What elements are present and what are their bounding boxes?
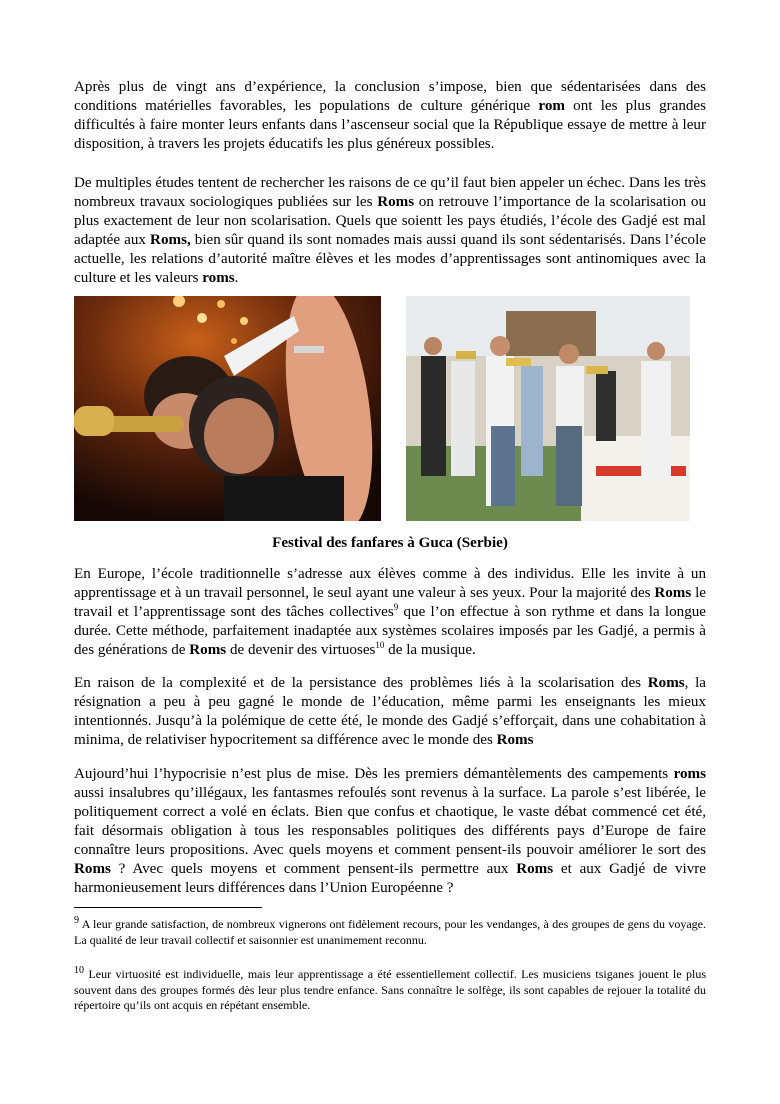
text-run: ? Avec quels moyens et comment pensent-ils permettre aux (110, 861, 517, 877)
paragraph-1 (74, 78, 706, 154)
text-run: , la résignation a peu à peu gagné le monde de l’éducation, même parmi les enseignants les mieux intentionnés. Jusqu’à la polémique de cette été, le monde des Gadjé s’efforçait, dans une cohabitation à minima, de relativiser hypocritement sa différence avec le monde des (74, 675, 707, 748)
bold-term: Roms (189, 642, 227, 658)
bold-term: Roms (516, 861, 554, 877)
footnote-9 (74, 917, 706, 948)
text-run: Après plus de vingt ans d’expérience, la conclusion s’impose, bien que sédentarisées dans des conditions matérielles favorables, les populations de culture générique (74, 79, 706, 114)
paragraph-5 (74, 765, 706, 898)
footnote-separator (74, 907, 262, 908)
text-run: on retrouve l’importance de la scolarisation ou plus exactement de leur non scolarisation. Quels que soientt les pays étudiés, l’école des Gadjé est mal adaptée aux (74, 194, 706, 248)
text-run: De multiples études tentent de rechercher les raisons de ce qu’il faut bien appeler un échec. Dans les très nombreux travaux sociologiques publiées sur les (74, 175, 706, 210)
bold-term: Roms (74, 861, 111, 877)
text-run: En Europe, l’école traditionnelle s’adresse aux élèves comme à des individus. Elle les invite à un apprentissage et à un travail personnel, le seul ayant une valeur à ses yeux. Pour la majorité des (74, 566, 706, 601)
text-run: de devenir des virtuoses (226, 642, 376, 658)
text-run: En raison de la complexité et de la persistance des problèmes liés à la scolarisation des (74, 675, 648, 691)
photo-brass-band (406, 296, 690, 521)
footnote-10-text: Leur virtuosité est individuelle, mais leur apprentissage a été essentiellement collectif. Les musiciens tsiganes jouent le plus souvent dans des groupes formés dès leur plus tendre enfance. Sans connaître le solfège, ils sont capables de rejouer la totalité du répertoire qu’ils ont acquis en répétant ensemble. (74, 967, 706, 1012)
footnote-ref: 10 (375, 639, 385, 650)
footnote-9-text: A leur grande satisfaction, de nombreux vignerons ont fidèlement recours, pour les vendanges, à des groupes de gens du voyage. La qualité de leur travail collectif et saisonnier est unanimement reconnu. (74, 917, 706, 947)
text-run: que l’on effectue à son rythme et dans la longue durée. Cette méthode, parfaitement inadaptée aux systèmes scolaires imposés par les Gadjé, a permis à des générations de (74, 604, 706, 658)
text-run: Aujourd’hui l’hypocrisie n’est plus de mise. Dès les premiers démantèlements des campements (74, 766, 674, 782)
paragraph-2 (74, 174, 706, 288)
bold-term: Roms (654, 585, 692, 601)
paragraph-4 (74, 674, 706, 750)
bold-term: rom (538, 98, 565, 114)
footnote-9-number: 9 (74, 915, 79, 926)
footnote-10-number: 10 (74, 965, 84, 976)
text-run: aussi insalubres qu’illégaux, les fantasmes refoulés sont revenus à la surface. La parole s’est libérée, le politiquement correct a volé en éclats. Bien que confus et chaotique, le vaste débat commencé cet été, fait désormais obligation à tous les responsables politiques des différents pays d’Europe de faire connaître leurs propositions. Avec quels moyens et comment pensent-ils pouvoir améliorer le sort des (74, 785, 706, 858)
text-run: de la musique. (384, 642, 476, 658)
bold-term: Roms, (150, 232, 191, 248)
bold-term: Roms (647, 675, 685, 691)
text-run: bien sûr quand ils sont nomades mais aussi quand ils sont sédentarisés. Dans l’école actuelle, les relations d’autorité maître élèves et les modes d’apprentissages sont antinomiques avec la culture et les valeurs (74, 232, 706, 286)
text-run: et aux Gadjé de vivre harmonieusement leurs différences dans l’Union Européenne ? (74, 861, 706, 896)
paragraph-3 (74, 565, 706, 660)
footnote-10 (74, 967, 706, 1014)
bold-term: Roms (377, 194, 415, 210)
text-run: le travail et l’apprentissage sont des tâches collectives (74, 585, 706, 620)
text-run: . (234, 270, 239, 286)
bold-term: roms (673, 766, 706, 782)
bold-term: Roms (496, 732, 534, 748)
photo-trumpeter (74, 296, 381, 521)
photo-caption: Festival des fanfares à Guca (Serbie) (272, 535, 508, 551)
footnote-ref: 9 (393, 601, 399, 612)
text-run: ont les plus grandes difficultés à faire monter leurs enfants dans l’ascenseur social que la République essaye de mettre à leur disposition, à travers les projets éducatifs les plus généreux possibles. (74, 98, 707, 152)
bold-term: roms (202, 270, 235, 286)
